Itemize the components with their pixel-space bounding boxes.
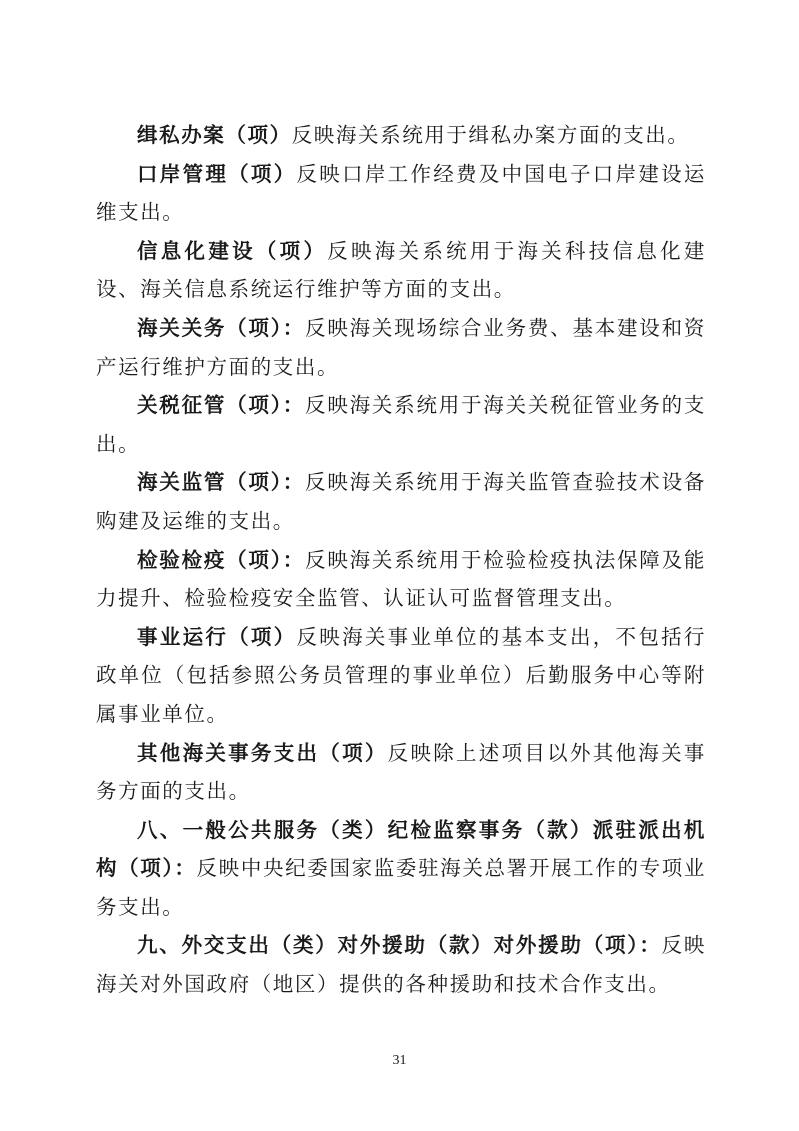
paragraph-inspection-quarantine [96, 541, 706, 618]
paragraph-term: 海关关务（项）： [137, 315, 306, 340]
paragraph-customs-affairs [96, 309, 706, 386]
paragraph-description: 反映海关系统用于缉私办案方面的支出。 [291, 123, 690, 147]
paragraph-description: 反映海关系统用于检验检疫执法保障及能力提升、检验检疫安全监管、认证认可监督管理支出。 [96, 547, 706, 611]
paragraph-description: 反映海关对外国政府（地区）提供的各种援助和技术合作支出。 [96, 933, 706, 997]
paragraph-description: 反映海关现场综合业务费、基本建设和资产运行维护方面的支出。 [96, 315, 706, 379]
paragraph-term: 检验检疫（项）： [137, 547, 306, 572]
paragraph-term: 信息化建设（项） [137, 238, 328, 263]
body-text [96, 116, 706, 1004]
paragraph-anti-smuggling [96, 116, 706, 155]
paragraph-description: 反映海关系统用于海关监管查验技术设备购建及运维的支出。 [96, 470, 706, 533]
paragraph-description: 反映海关事业单位的基本支出，不包括行政单位（包括参照公务员管理的事业单位）后勤服务中心等附属事业单位。 [96, 624, 706, 726]
paragraph-informatization [96, 232, 706, 309]
paragraph-tariff-collection [96, 386, 706, 463]
paragraph-description: 反映除上述项目以外其他海关事务方面的支出。 [96, 740, 706, 804]
paragraph-term: 事业运行（项） [137, 624, 297, 649]
paragraph-description: 反映海关系统用于海关关税征管业务的支出。 [96, 393, 706, 456]
paragraph-term: 关税征管（项）： [137, 393, 306, 418]
paragraph-foreign-aid [96, 926, 706, 1003]
paragraph-other-customs-affairs [96, 734, 706, 811]
paragraph-customs-supervision [96, 463, 706, 540]
paragraph-description: 反映口岸工作经费及中国电子口岸建设运维支出。 [96, 161, 706, 225]
paragraph-description: 反映海关系统用于海关科技信息化建设、海关信息系统运行维护等方面的支出。 [96, 238, 706, 302]
paragraph-term: 八、一般公共服务（类）纪检监察事务（款）派驻派出机构（项）： [96, 817, 706, 881]
paragraph-description: 反映中央纪委国家监委驻海关总署开展工作的专项业务支出。 [96, 856, 707, 919]
paragraph-discipline-inspection [96, 811, 706, 927]
paragraph-port-management [96, 155, 706, 232]
paragraph-term: 缉私办案（项） [137, 123, 292, 147]
paragraph-term: 九、外交支出（类）对外援助（款）对外援助（项）： [137, 933, 662, 958]
page-number: 31 [392, 1053, 407, 1068]
paragraph-term: 其他海关事务支出（项） [137, 740, 388, 765]
paragraph-institution-operation [96, 618, 706, 734]
paragraph-term: 口岸管理（项） [137, 161, 297, 186]
paragraph-term: 海关监管（项）： [137, 470, 306, 495]
